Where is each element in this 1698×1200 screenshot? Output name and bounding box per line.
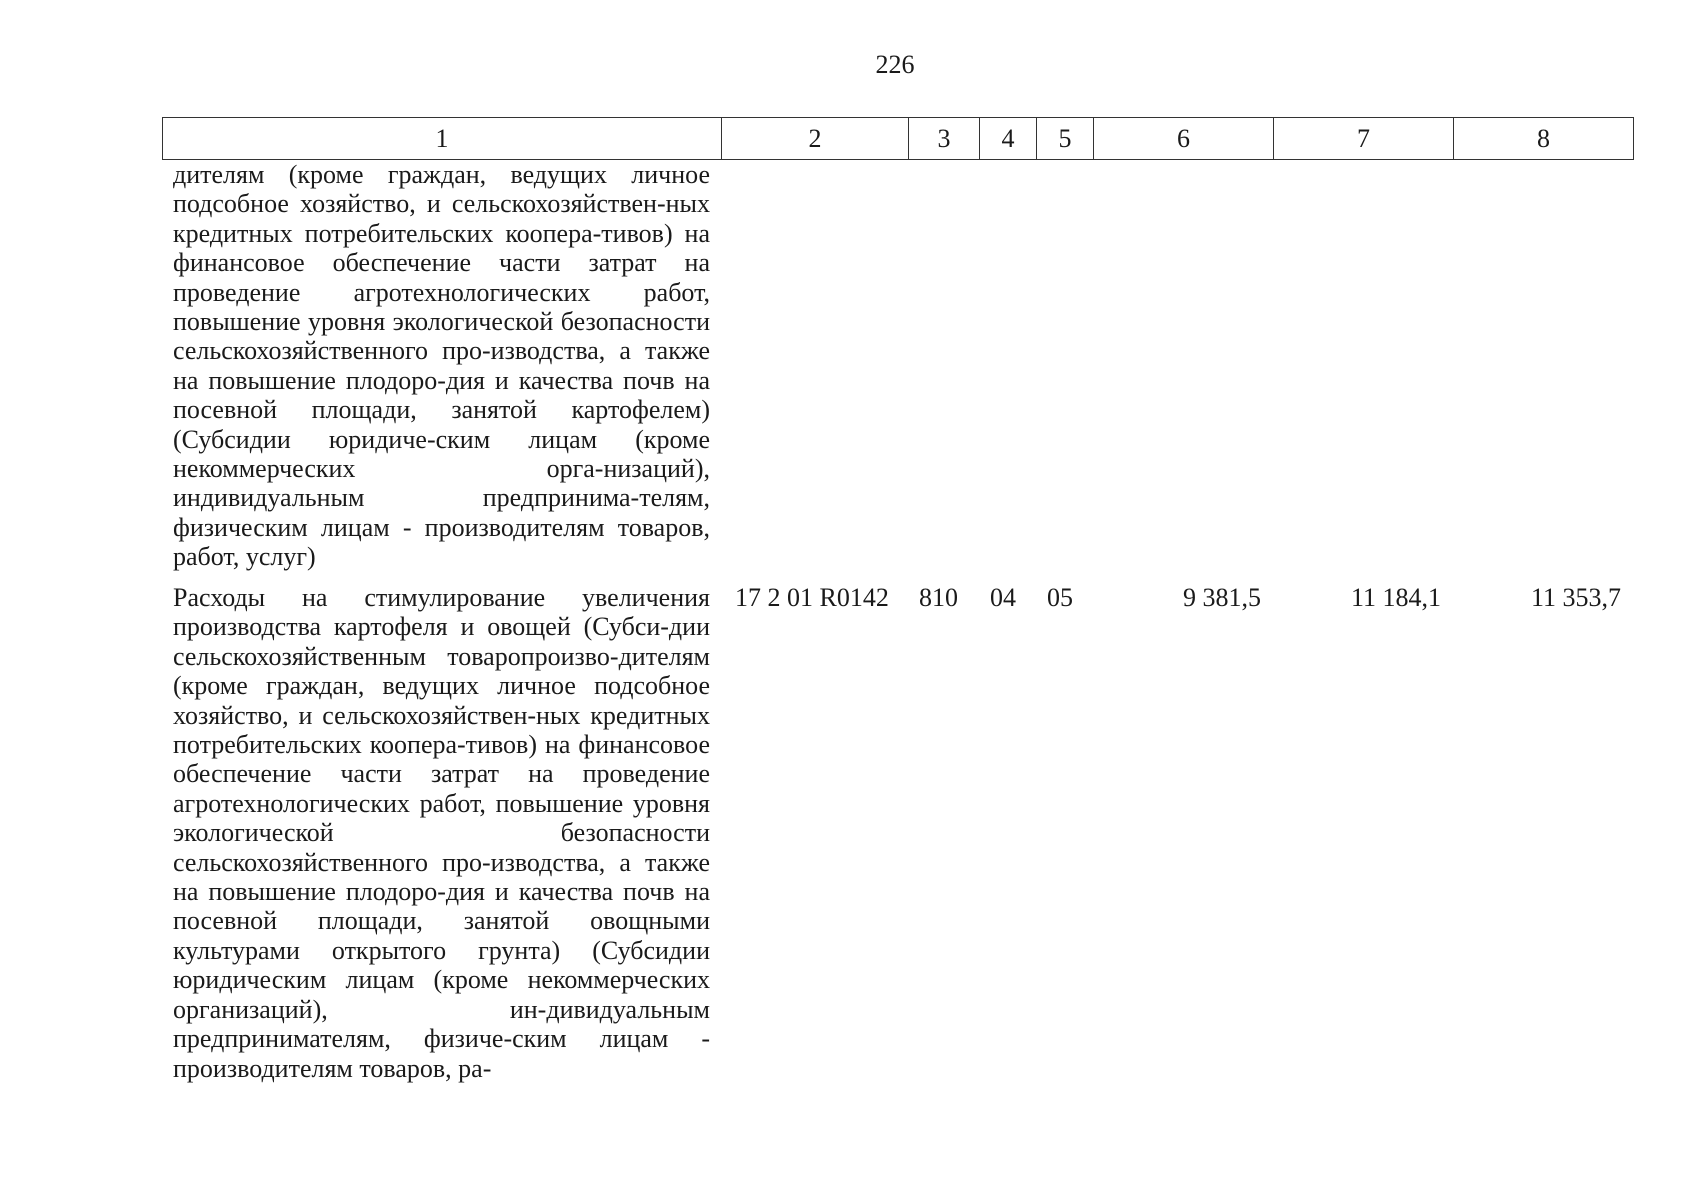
column-header-3: 3 [909, 118, 980, 160]
row-section: 04 [990, 583, 1016, 612]
column-header-row [162, 117, 1634, 160]
column-header-4: 4 [980, 118, 1037, 160]
column-header-6: 6 [1094, 118, 1274, 160]
column-header-8: 8 [1454, 118, 1634, 160]
row-subsection: 05 [1047, 583, 1073, 612]
row-amount-col6: 9 381,5 [1183, 583, 1261, 612]
row-expense-type: 810 [919, 583, 958, 612]
row-description: Расходы на стимулирование увеличения производства картофеля и овощей (Субси-дии сельскохозяйственным товаропроизво-дителям (кроме граждан, ведущих личное подсобное хозяйство, и сельскохозяйствен-ных кредитных потребительских коопера-тивов) на финансовое обеспечение части затрат на проведение агротехнологических работ, повышение уровня экологической безопасности сельскохозяйственного про-изводства, а также на повышение плодоро-дия и качества почв на посевной площади, занятой овощными культурами открытого грунта) (Субсидии юридическим лицам (кроме некоммерческих организаций), ин-дивидуальным предпринимателям, физиче-ским лицам - производителям товаров, ра- [173, 583, 710, 1083]
column-header-5: 5 [1037, 118, 1094, 160]
row-amount-col7: 11 184,1 [1350, 583, 1441, 612]
row-target-code: 17 2 01 R0142 [735, 583, 889, 612]
page-number: 226 [875, 50, 915, 79]
column-header-1: 1 [163, 118, 722, 160]
row-description-continued: дителям (кроме граждан, ведущих личное подсобное хозяйство, и сельскохозяйствен-ных кредитных потребительских коопера-тивов) на финансовое обеспечение части затрат на проведение агротехнологических работ, повышение уровня экологической безопасности сельскохозяйственного про-изводства, а также на повышение плодоро-дия и качества почв на посевной площади, занятой картофелем) (Субсидии юридиче-ским лицам (кроме некоммерческих орга-низаций), индивидуальным предпринима-телям, физическим лицам - производителям товаров, работ, услуг) [173, 160, 710, 572]
row-amount-col8: 11 353,7 [1530, 583, 1621, 612]
column-header-2: 2 [722, 118, 909, 160]
column-header-7: 7 [1274, 118, 1454, 160]
